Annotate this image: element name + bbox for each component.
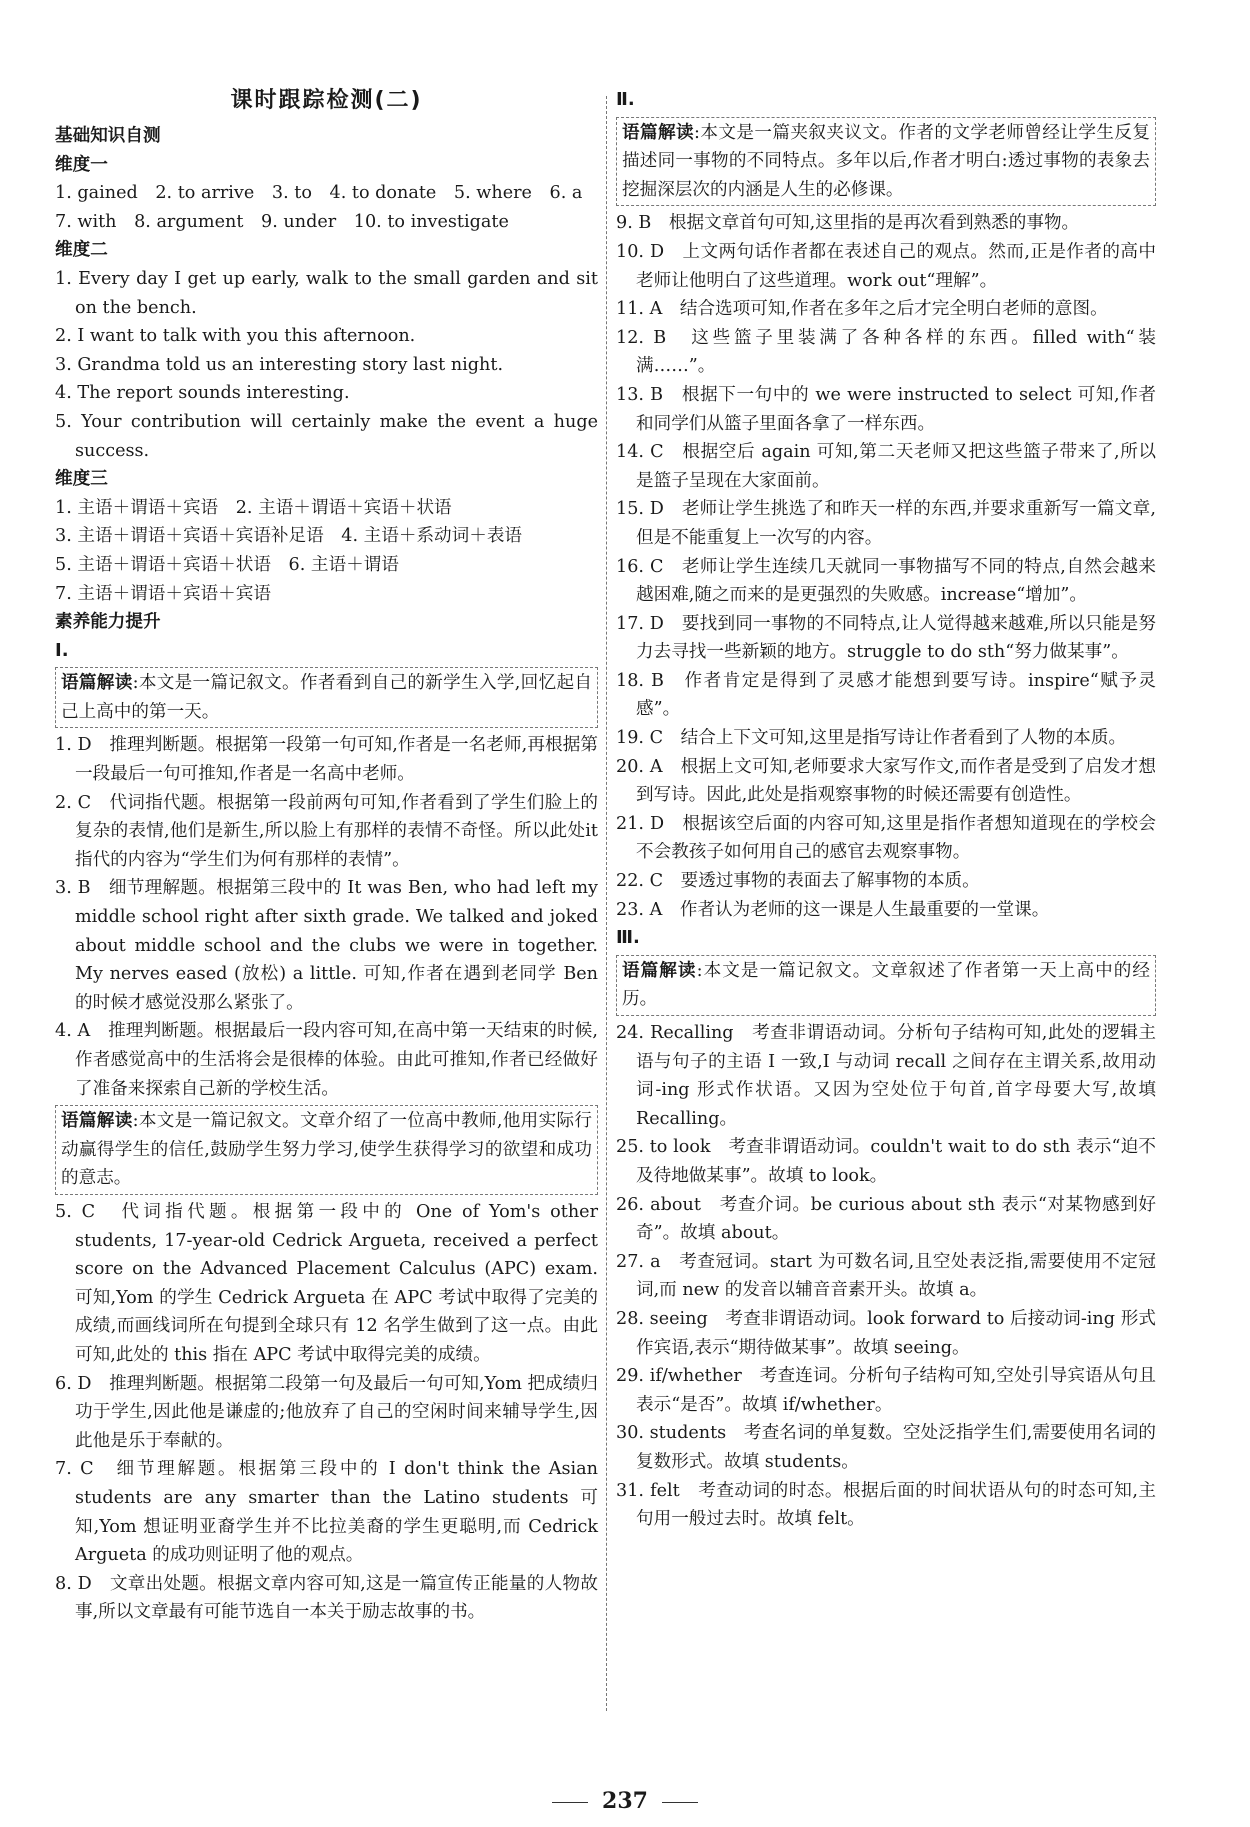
dimension-3-row: 5. 主语＋谓语＋宾语＋状语 6. 主语＋谓语 (55, 554, 399, 575)
answer-item: 30. students 考查名词的单复数。空处泛指学生们,需要使用名词的复数形式。故填 students。 (616, 1423, 1156, 1472)
left-column (55, 86, 598, 1627)
answer-item: 12. B 这些篮子里装满了各种各样的东西。filled with“装满……”。 (616, 327, 1156, 377)
dimension-3-heading: 维度三 (55, 469, 108, 490)
answer-cell: 4. to donate (329, 183, 437, 204)
column-divider (606, 96, 607, 1711)
answer-item: 26. about 考查介词。be curious about sth 表示“对某物感到好奇”。故填 about。 (616, 1194, 1156, 1244)
answer-item: 19. C 结合上下文可知,这里是指写诗让作者看到了人物的本质。 (616, 728, 1127, 749)
answer-item: 11. A 结合选项可知,作者在多年之后才完全明白老师的意图。 (616, 299, 1108, 320)
answer-item: 6. D 推理判断题。根据第二段第一句及最后一句可知,Yom 把成绩归功于学生,因此他是谦虚的;他放弃了自己的空闲时间来辅导学生,因此他是乐于奉献的。 (55, 1373, 598, 1451)
answer-item: 2. I want to talk with you this afternoon. (55, 326, 416, 347)
dimension-3-row: 7. 主语＋谓语＋宾语＋宾语 (55, 583, 271, 604)
answer-item: 3. B 细节理解题。根据第三段中的 It was Ben, who had left my middle school right after sixth grade. We talked and joked about middle school and the clubs we were in together. My nerves eased (放松) a little. 可知,作者在遇到老同学 Ben 的时候才感觉没那么紧张了。 (55, 878, 598, 1013)
answer-cell: 10. to investigate (353, 211, 509, 232)
box-text: :本文是一篇记叙文。文章介绍了一位高中教师,他用实际行动赢得学生的信任,鼓励学生努力学习,使学生获得学习的欲望和成功的意志。 (61, 1111, 592, 1189)
part-1-heading: Ⅰ. (55, 639, 69, 661)
answer-item: 28. seeing 考查非谓语动词。look forward to 后接动词-ing 形式作宾语,表示“期待做某事”。故填 seeing。 (616, 1308, 1156, 1358)
page-title: 课时跟踪检测(二) (230, 88, 423, 113)
dimension-1-row-1 (55, 179, 598, 208)
answer-item: 22. C 要透过事物的表面去了解事物的本质。 (616, 871, 980, 892)
passage-analysis-box (616, 117, 1156, 207)
section-heading-ability: 素养能力提升 (55, 612, 161, 633)
right-column (616, 86, 1156, 1534)
answer-item: 8. D 文章出处题。根据文章内容可知,这是一篇宣传正能量的人物故事,所以文章最有可能节选自一本关于励志故事的书。 (55, 1573, 598, 1623)
answer-item: 5. Your contribution will certainly make the event a huge success. (55, 411, 598, 461)
answer-item: 18. B 作者肯定是得到了灵感才能想到要写诗。inspire“赋予灵感”。 (616, 670, 1156, 720)
answer-cell: 2. to arrive (155, 183, 255, 204)
box-text: :本文是一篇夹叙夹议文。作者的文学老师曾经让学生反复描述同一事物的不同特点。多年以后,作者才明白:透过事物的表象去挖掘深层次的内涵是人生的必修课。 (622, 122, 1150, 200)
answer-item: 24. Recalling 考查非谓语动词。分析句子结构可知,此处的逻辑主语与句子的主语 I 一致,I 与动词 recall 之间存在主谓关系,故用动词-ing 形式作状语。又因为空处位于句首,首字母要大写,故填 Recalling。 (616, 1023, 1156, 1129)
answer-cell: 5. where (453, 183, 532, 204)
answer-item: 5. C 代词指代题。根据第一段中的 One of Yom's other students, 17-year-old Cedrick Argueta, received a perfect score on the Advanced Placement Calculus (APC) exam. 可知,Yom 的学生 Cedrick Argueta 在 APC 考试中取得了完美的成绩,而画线词所在句提到全球只有 12 名学生做到了这一点。由此可知,此处的 this 指在 APC 考试中取得完美的成绩。 (55, 1201, 598, 1365)
part-2-heading: Ⅱ. (616, 89, 635, 110)
box-label: 语篇解读 (622, 122, 695, 143)
answer-item: 14. C 根据空后 again 可知,第二天老师又把这些篮子带来了,所以是篮子呈现在大家面前。 (616, 442, 1156, 491)
answer-item: 16. C 老师让学生连续几天就同一事物描写不同的特点,自然会越来越困难,随之而来的是更强烈的失败感。increase“增加”。 (616, 556, 1156, 606)
dimension-1-heading: 维度一 (55, 154, 108, 175)
answer-item: 20. A 根据上文可知,老师要求大家写作文,而作者是受到了启发才想到写诗。因此,此处是指观察事物的时候还需要有创造性。 (616, 756, 1156, 806)
page-number-dash-right (662, 1802, 698, 1803)
box-text: :本文是一篇记叙文。文章叙述了作者第一天上高中的经历。 (622, 960, 1150, 1010)
box-label: 语篇解读 (61, 673, 133, 694)
answer-item: 27. a 考查冠词。start 为可数名词,且空处表泛指,需要使用不定冠词,而 new 的发音以辅音音素开头。故填 a。 (616, 1251, 1156, 1301)
answer-item: 4. The report sounds interesting. (55, 383, 350, 404)
answer-cell: 6. a (549, 183, 583, 204)
answer-cell: 9. under (261, 211, 337, 232)
answer-item: 31. felt 考查动词的时态。根据后面的时间状语从句的时态可知,主句用一般过去时。故填 felt。 (616, 1480, 1156, 1530)
answer-cell: 8. argument (134, 211, 244, 232)
answer-item: 4. A 推理判断题。根据最后一段内容可知,在高中第一天结束的时候,作者感觉高中的生活将会是很棒的体验。由此可推知,作者已经做好了准备来探索自己新的学校生活。 (55, 1021, 598, 1099)
answer-item: 17. D 要找到同一事物的不同特点,让人觉得越来越难,所以只能是努力去寻找一些新颖的地方。struggle to do sth“努力做某事”。 (616, 613, 1156, 663)
dimension-1-row-2 (55, 208, 598, 237)
answer-item: 29. if/whether 考查连词。分析句子结构可知,空处引导宾语从句且表示“是否”。故填 if/whether。 (616, 1366, 1156, 1415)
answer-item: 13. B 根据下一句中的 we were instructed to select 可知,作者和同学们从篮子里面各拿了一样东西。 (616, 384, 1156, 434)
box-label: 语篇解读 (61, 1111, 133, 1132)
box-label: 语篇解读 (622, 960, 697, 981)
passage-analysis-box (55, 1105, 598, 1195)
dimension-2-heading: 维度二 (55, 240, 108, 261)
answer-item: 1. D 推理判断题。根据第一段第一句可知,作者是一名老师,再根据第一段最后一句可推知,作者是一名高中老师。 (55, 735, 598, 785)
page-number-dash-left (552, 1802, 588, 1803)
answer-item: 3. Grandma told us an interesting story last night. (55, 354, 504, 375)
answer-item: 15. D 老师让学生挑选了和昨天一样的东西,并要求重新写一篇文章,但是不能重复上一次写的内容。 (616, 499, 1156, 548)
answer-item: 1. Every day I get up early, walk to the small garden and sit on the bench. (55, 268, 598, 318)
answer-item: 23. A 作者认为老师的这一课是人生最重要的一堂课。 (616, 899, 1050, 920)
answer-item: 25. to look 考查非谓语动词。couldn't wait to do sth 表示“迫不及待地做某事”。故填 to look。 (616, 1137, 1156, 1186)
section-heading-basic: 基础知识自测 (55, 126, 161, 146)
answer-cell: 7. with (55, 211, 117, 232)
answer-cell: 3. to (271, 183, 312, 204)
answer-item: 21. D 根据该空后面的内容可知,这里是指作者想知道现在的学校会不会教孩子如何用自己的感官去观察事物。 (616, 813, 1156, 863)
part-3-heading: Ⅲ. (616, 927, 640, 949)
box-text: :本文是一篇记叙文。作者看到自己的新学生入学,回忆起自己上高中的第一天。 (61, 673, 592, 722)
page-number (0, 1788, 1250, 1814)
answer-item: 2. C 代词指代题。根据第一段前两句可知,作者看到了学生们脸上的复杂的表情,他们是新生,所以脸上有那样的表情不奇怪。所以此处it指代的内容为“学生们为何有那样的表情”。 (55, 792, 598, 870)
passage-analysis-box (55, 667, 598, 728)
dimension-3-row: 1. 主语＋谓语＋宾语 2. 主语＋谓语＋宾语＋状语 (55, 497, 452, 518)
answer-item: 9. B 根据文章首句可知,这里指的是再次看到熟悉的事物。 (616, 213, 1080, 234)
page-number-text: 237 (602, 1788, 648, 1814)
passage-analysis-box (616, 955, 1156, 1016)
answer-cell: 1. gained (55, 183, 138, 204)
dimension-3-row: 3. 主语＋谓语＋宾语＋宾语补足语 4. 主语＋系动词＋表语 (55, 526, 523, 547)
answer-item: 7. C 细节理解题。根据第三段中的 I don't think the Asian students are any smarter than the Latino students 可知,Yom 想证明亚裔学生并不比拉美裔的学生更聪明,而 Cedrick Argueta 的成功则证明了他的观点。 (55, 1459, 598, 1566)
answer-item: 10. D 上文两句话作者都在表述自己的观点。然而,正是作者的高中老师让他明白了这些道理。work out“理解”。 (616, 241, 1156, 291)
